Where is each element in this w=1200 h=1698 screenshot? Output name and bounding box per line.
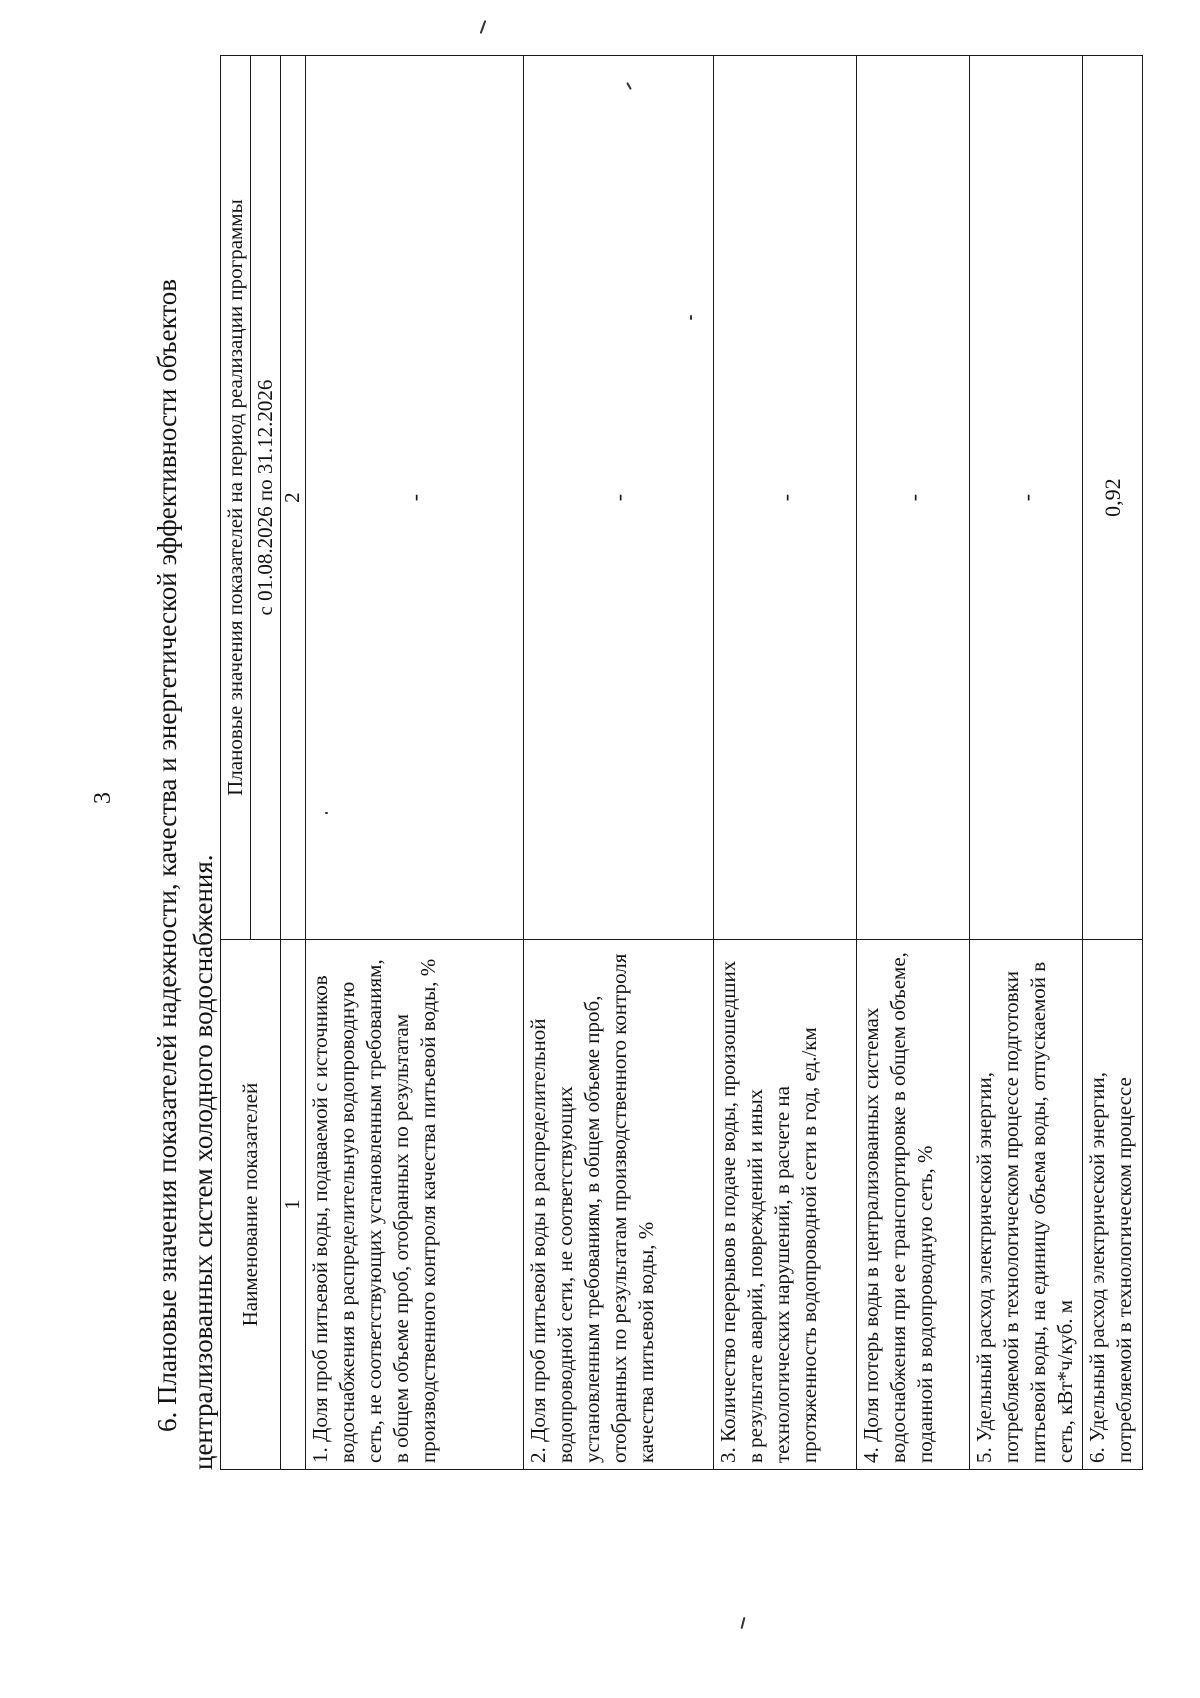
header-plan-values: Плановые значения показателей на период реализации программы — [221, 56, 251, 940]
indicator-value: - — [714, 56, 857, 940]
section-heading: 6. Плановые значения показателей надежности, качества и энергетической эффективности объектов — [152, 278, 182, 1432]
section-heading-continuation: централизованных систем холодного водоснабжения. — [188, 854, 218, 1470]
scan-speck — [740, 1617, 745, 1629]
header-period: с 01.08.2026 по 31.12.2026 — [251, 56, 281, 940]
table-row — [306, 56, 524, 1470]
table-row — [970, 56, 1083, 1470]
column-number-1: 1 — [281, 940, 306, 1470]
indicator-name: 5. Удельный расход электрической энергии, потребляемой в технологическом процессе подготовки питьевой воды, на единицу объема воды, отпускаемой в сеть, кВт*ч/куб. м — [970, 940, 1083, 1470]
indicator-value: - — [524, 56, 714, 940]
column-number-2: 2 — [281, 56, 306, 940]
table-row — [857, 56, 970, 1470]
scan-speck — [690, 315, 692, 320]
page-number: 3 — [90, 792, 116, 804]
indicator-value: - — [306, 56, 524, 940]
indicator-name: 2. Доля проб питьевой воды в распределительной водопроводной сети, не соответствующих установленным требованиям, в общем объеме проб, отобранных по результатам производственного контроля качества питьевой воды, % — [524, 940, 714, 1470]
indicator-name: 1. Доля проб питьевой воды, подаваемой с источников водоснабжения в распределительную водопроводную сеть, не соответствующих установленным требованиям, в общем объеме проб, отобранных по результатам производственного контроля качества питьевой воды, % — [306, 940, 524, 1470]
table-row — [1083, 56, 1143, 1470]
indicator-value: 0,92 — [1083, 56, 1143, 940]
table-header-row — [221, 56, 251, 1470]
indicator-name: 6. Удельный расход электрической энергии, потребляемой в технологическом процессе — [1083, 940, 1143, 1470]
indicator-name: 3. Количество перерывов в подаче воды, произошедших в результате аварий, повреждений и иных технологических нарушений, в расчете на протяженность водопроводной сети в год, ед./км — [714, 940, 857, 1470]
rotated-page-content — [150, 50, 1136, 1470]
scan-speck — [325, 812, 328, 814]
table-row — [524, 56, 714, 1470]
column-number-row — [281, 56, 306, 1470]
indicators-table — [220, 55, 1143, 1470]
indicator-name: 4. Доля потерь воды в централизованных системах водоснабжения при ее транспортировке в общем объеме, поданной в водопроводную сеть, % — [857, 940, 970, 1470]
table-row — [714, 56, 857, 1470]
indicator-value: - — [970, 56, 1083, 940]
scan-speck — [480, 20, 487, 34]
header-indicator-name: Наименование показателей — [221, 940, 281, 1470]
indicator-value: - — [857, 56, 970, 940]
